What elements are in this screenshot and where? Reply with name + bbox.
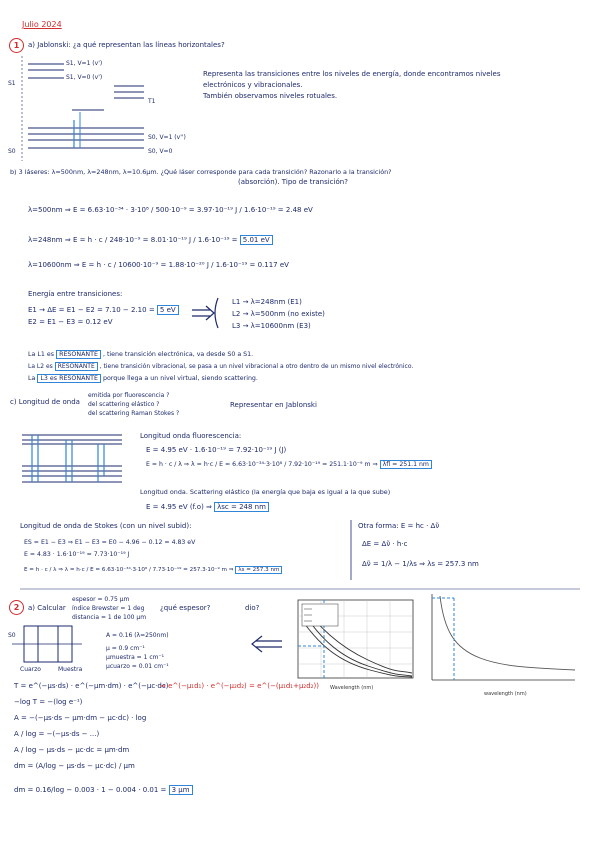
diagram-label-t1: T1 — [148, 98, 156, 105]
cuvette-diagram — [12, 620, 92, 670]
absorption-chart-xlabel: Wavelength (nm) — [330, 685, 374, 691]
laser-line-1-post: , tiene transición electrónica, va desde S0 a S1. — [102, 351, 254, 358]
q1a-answer-line-1: Representa las transiciones entre los niveles de energía, donde encontramos niveles — [203, 70, 501, 78]
q1a-answer-line-3: También observamos niveles rotuales. — [203, 92, 338, 100]
q2-eq-4: A / log = −(−µs·ds − ...) — [14, 730, 100, 738]
implies-arrow — [190, 298, 220, 328]
page-title: Julio 2024 — [22, 20, 62, 29]
jablonski-diagram-c — [22, 430, 132, 500]
question-number-1: 1 — [9, 38, 24, 53]
laser-line-2-post: , tiene transición vibracional, se pasa a un nivel vibracional a otro dentro de un mismo nivel electrónico. — [99, 363, 414, 370]
q2a-option-2: índice Brewster = 1 deg — [72, 605, 145, 612]
c-scat-title: Longitud onda. Scattering elástico (la energía que baja es igual a la que sube) — [140, 488, 391, 496]
cell-label-cuarzo: Cuarzo — [20, 666, 41, 673]
param-1: A = 0.16 (λ=250nm) — [106, 632, 169, 639]
q2a-option-1: espesor = 0.75 µm — [72, 596, 130, 603]
laser-line-3 — [28, 374, 258, 383]
absorption-chart — [288, 596, 418, 686]
c-stokes-line-2: E = 4.83 · 1.6·10⁻¹⁹ = 7.73·10⁻¹⁹ J — [24, 551, 130, 558]
q2-eq-3: A = −(−µs·ds − µm·dm − µc·dc) · log — [14, 714, 147, 722]
left-arrow — [250, 634, 284, 654]
q1c-represent: Representar en Jablonski — [230, 401, 317, 409]
q2a-question: ¿qué espesor? — [160, 604, 211, 612]
energy-line-1 — [28, 306, 179, 315]
param-3: µmuestra = 1 cm⁻¹ — [106, 654, 165, 661]
c-stokes-result: λs = 257.3 nm — [235, 566, 282, 574]
c-other-line-2: Δν̃ = 1/λ − 1/λs ⇒ λs = 257.3 nm — [362, 560, 479, 568]
decay-chart-xlabel: wavelength (nm) — [484, 691, 527, 697]
eq-248nm-text: λ=248nm ⇒ E = h · c / 248·10⁻⁹ = 8.01·10⁻¹⁹ J / 1.6·10⁻¹⁹ = — [28, 236, 238, 244]
q2a-option-3: distancia = 1 de 100 µm — [72, 614, 147, 621]
diagram-label-s0-v0: S0, V=0 — [148, 148, 173, 155]
c-fluor-title: Longitud onda fluorescencia: — [140, 432, 242, 440]
param-4: µcuarzo = 0.01 cm⁻¹ — [106, 663, 169, 670]
energy-line-1-text: E1 → ΔE = E1 − E2 = 7.10 − 2.10 = — [28, 306, 155, 314]
q1a-answer-line-2: electrónicos y vibracionales. — [203, 81, 303, 89]
diagram-label-s0: S0 — [8, 148, 16, 155]
laser-line-1-pre: La L1 es — [28, 351, 55, 358]
eq-10600nm: λ=10600nm ⇒ E = h · c / 10600·10⁻⁹ = 1.88·10⁻²⁰ J / 1.6·10⁻¹⁹ = 0.117 eV — [28, 261, 289, 269]
laser-line-2 — [28, 362, 413, 371]
c-scat-line-1-text: E = 4.95 eV (f.o) ⇒ — [146, 503, 212, 511]
brace-line-1: L1 → λ=248nm (E1) — [232, 298, 302, 306]
energy-title: Energía entre transiciones: — [28, 290, 123, 298]
q2-eq-2: −log T = −(log e⁻¹) — [14, 698, 83, 706]
q1c-label: c) Longitud de onda — [10, 398, 80, 406]
laser-line-3-pre: La — [28, 375, 36, 382]
c-fluor-line-2 — [146, 460, 432, 469]
diagram-label-s1-top: S1, V=1 (v') — [66, 60, 103, 67]
q1c-option-3: del scattering Raman Stokes ? — [88, 410, 180, 417]
c-fluor-line-2-text: E = h · c / λ ⇒ λ = h·c / E = 6.63·10⁻³⁴·3·10⁸ / 7.92·10⁻¹⁹ = 251.1·10⁻⁹ m ⇒ — [146, 461, 378, 468]
diagram-label-s1: S1 — [8, 80, 16, 87]
energy-line-2: E2 = E1 − E3 = 0.12 eV — [28, 318, 113, 326]
q1b-sub: (absorción). Tipo de transición? — [238, 178, 348, 186]
laser-line-1 — [28, 350, 253, 359]
vertical-divider — [350, 520, 352, 580]
q1b-label: b) 3 láseres: λ=500nm, λ=248nm, λ=10.6µm. ¿Qué láser corresponde para cada transición? Razonarlo a la transición? — [10, 168, 392, 176]
laser-line-2-pre: La L2 es — [28, 363, 53, 370]
c-fluor-line-1: E = 4.95 eV · 1.6·10⁻¹⁹ = 7.92·10⁻¹⁹ J (J) — [146, 446, 287, 454]
q2a-label: a) Calcular — [28, 604, 66, 612]
energy-result: 5 eV — [157, 305, 179, 315]
c-stokes-line-3 — [24, 566, 282, 575]
brace-line-3: L3 → λ=10600nm (E3) — [232, 322, 311, 330]
c-stokes-title: Longitud de onda de Stokes (con un nivel subid): — [20, 522, 192, 530]
q1c-option-2: del scattering elástico ? — [88, 401, 160, 408]
c-other-line-1: ΔE = Δν̃ · h·c — [362, 540, 408, 548]
q2-result: 3 µm — [169, 785, 193, 795]
c-other-title: Otra forma: E = hc · Δν̃ — [358, 522, 440, 530]
c-scat-result: λsc = 248 nm — [214, 502, 269, 512]
q1a-label: a) Jablonski: ¿a qué representan las líneas horizontales? — [28, 41, 225, 49]
laser-line-3-post: porque llega a un nivel virtual, siendo scattering. — [102, 375, 258, 382]
c-scat-line-1 — [146, 503, 269, 512]
c-fluor-result: λfl = 251.1 nm — [380, 460, 432, 469]
question-number-2: 2 — [9, 600, 24, 615]
eq-500nm: λ=500nm ⇒ E = 6.63·10⁻³⁴ · 3·10⁸ / 500·10⁻⁹ = 3.97·10⁻¹⁹ J / 1.6·10⁻¹⁹ = 2.48 eV — [28, 206, 313, 214]
q2-eq-5: A / log − µs·ds − µc·dc = µm·dm — [14, 746, 130, 754]
c-stokes-line-1: ES = E1 − E3 ⇒ E1 − E3 = E0 − 4.96 − 0.12 = 4.83 eV — [24, 539, 196, 546]
q2-eq-7 — [14, 786, 193, 795]
cell-label-s0: S0 — [8, 632, 16, 639]
brace-line-2: L2 → λ=500nm (no existe) — [232, 310, 325, 318]
eq-248nm — [28, 236, 273, 245]
q2a-question-2: dio? — [245, 604, 260, 612]
diagram-label-s0-v1: S0, V=1 (v'') — [148, 134, 186, 141]
laser-line-1-box: RESONANTE — [56, 350, 101, 359]
eq-248nm-result: 5.01 eV — [240, 235, 273, 245]
jablonski-diagram — [14, 56, 204, 166]
q2-eq-6: dm = (A/log − µs·ds − µc·dc) / µm — [14, 762, 135, 770]
laser-line-2-box: RESONANTE — [55, 362, 98, 371]
decay-chart — [420, 590, 580, 690]
laser-line-3-box: L3 es RESONANTE — [37, 374, 101, 383]
q2-arrow-eq: ⇒ e^(−µ₁d₁) · e^(−µ₂d₂) = e^(−(µ₁d₁+µ₂d₂)) — [160, 682, 319, 690]
diagram-label-s1-v0: S1, V=0 (v') — [66, 74, 103, 81]
q2-eq-7-text: dm = 0.16/log − 0.003 · 1 − 0.004 · 0.01 = — [14, 786, 167, 794]
q2-eq-1: T = e^(−µs·ds) · e^(−µm·dm) · e^(−µc·dc) — [14, 682, 169, 690]
param-2: µ = 0.9 cm⁻¹ — [106, 645, 145, 652]
q1c-option-1: emitida por fluorescencia ? — [88, 392, 170, 399]
c-stokes-line-3-text: E = h · c / λ ⇒ λ = h·c / E = 6.63·10⁻³⁴·3·10⁸ / 7.73·10⁻¹⁹ = 257.3·10⁻⁹ m ⇒ — [24, 567, 234, 573]
cell-label-muestra: Muestra — [58, 666, 83, 673]
